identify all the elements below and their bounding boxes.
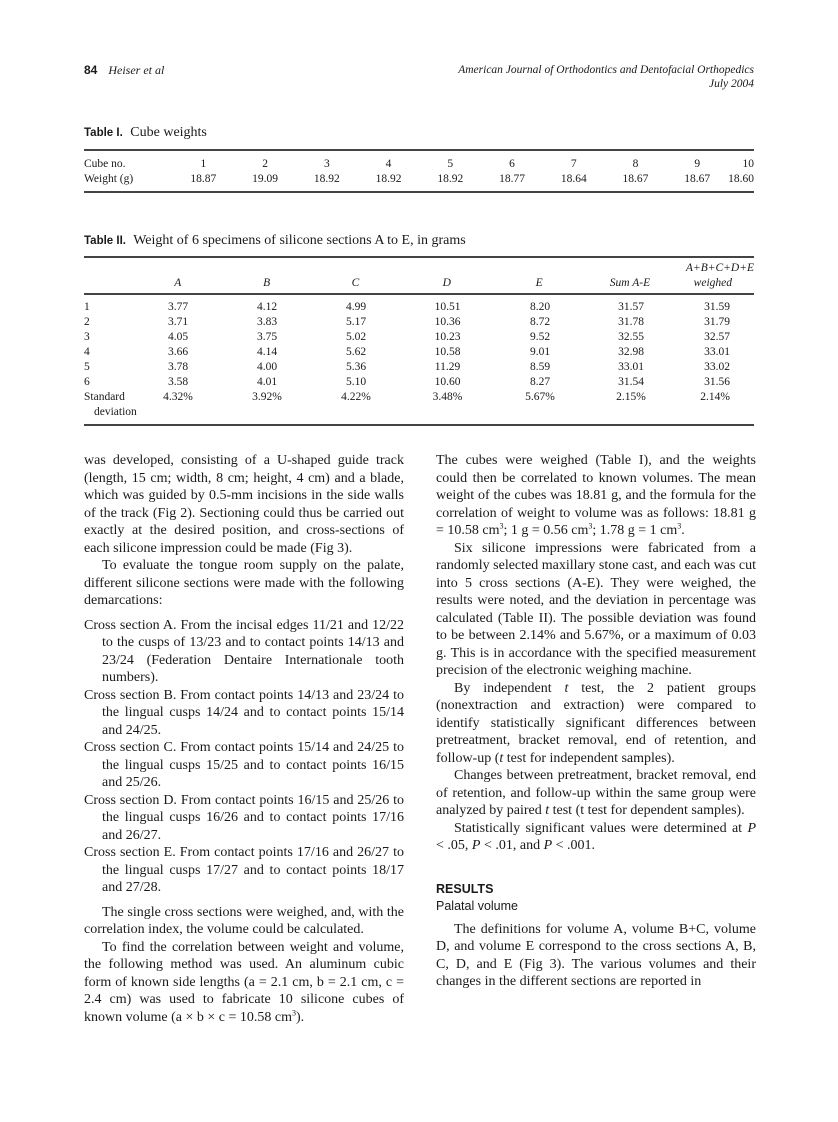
table-cell: 10.60 (434, 376, 461, 388)
table-cell: 32.55 (618, 331, 644, 343)
paragraph: was developed, consisting of a U-shaped guide track (length, 15 cm; width, 8 cm; height, 4 cm) and a blade, which was guided by 0.5-mm incisions in the side walls of the track (Fig 2). Sectioning could thus be carried out exactly at the desired position, and cross-sections of each silicone impression could be made (Fig 3). (84, 453, 404, 556)
running-header-left (84, 63, 164, 78)
table-cell: 10.36 (434, 316, 461, 328)
table-cell: 3.92% (252, 391, 282, 403)
table-row (84, 345, 754, 360)
italic-p: P (471, 838, 481, 853)
table-cell: 8.72 (529, 316, 551, 328)
text-span: ). (295, 1009, 305, 1025)
journal-name: American Journal of Orthodontics and Dentofacial Orthopedics (458, 64, 754, 76)
table-row (84, 300, 754, 315)
table2-body (84, 300, 754, 420)
table-cell: 9.01 (529, 346, 551, 358)
left-column (84, 452, 404, 1026)
text-span: < .01, and (480, 838, 544, 853)
subsection-heading: Palatal volume (436, 898, 518, 913)
cross-section-b: Cross section B. From contact points 14/13 and 23/24 to the lingual cusps 14/24 and to contact points 15/14 and 24/25. (84, 687, 404, 738)
table-cell: 3.48% (432, 391, 463, 403)
paragraph (436, 767, 756, 820)
table-cell: 31.59 (704, 301, 730, 313)
table2-header (84, 261, 754, 291)
superscript: 3 (677, 521, 682, 531)
page-number: 84 (84, 63, 98, 77)
table-cell: 9 (694, 158, 701, 170)
row-header-line: deviation (94, 406, 137, 418)
table-cell: 8.59 (529, 361, 551, 373)
column-header: D (442, 277, 451, 289)
table-cell: 9.52 (529, 331, 551, 343)
table2-label: Table II. (84, 235, 126, 247)
table-cell: 18.92 (437, 173, 464, 185)
table-cell: 33.02 (704, 361, 730, 373)
column-header-last (686, 261, 754, 291)
table-row (84, 315, 754, 330)
text-span: . (681, 523, 685, 538)
table-cell: 33.01 (618, 361, 644, 373)
table2-bottom-rule (84, 424, 754, 426)
table-cell: 18.64 (560, 173, 587, 185)
table2-header-rule (84, 293, 754, 295)
table-cell: 5 (447, 158, 454, 170)
table-cell: 4.05 (167, 331, 189, 343)
journal-issue: July 2004 (708, 78, 754, 90)
table-cell: 3.75 (256, 331, 278, 343)
text-span: The cubes were weighed (Table I), and the weights could then be correlated to known volumes. The mean weight of the cubes was 18.81 g, and the formula for the correlation of weight to volume was as follows: 18.81 g = 10.58 cm (436, 453, 756, 538)
table-cell: 18.67 (622, 173, 649, 185)
row-header: 4 (84, 346, 90, 358)
table-cell: 3.77 (167, 301, 189, 313)
table-cell: 8.27 (529, 376, 551, 388)
table-cell: 31.56 (704, 376, 730, 388)
paragraph (436, 680, 756, 768)
table-row (84, 375, 754, 390)
column-header: A (174, 277, 182, 289)
column-header: B (263, 277, 271, 289)
italic-p: P (543, 838, 553, 853)
table-cell: 19.09 (252, 173, 279, 185)
table-cell: 4.14 (256, 346, 278, 358)
table1-title: Cube weights (130, 125, 207, 140)
table1 (84, 157, 754, 187)
italic-t: t (564, 680, 569, 696)
row-header: Weight (g) (84, 173, 134, 185)
table-cell: 5.67% (525, 391, 555, 403)
column-header-line: A+B+C+D+E (685, 262, 754, 274)
table-cell: 10 (742, 158, 754, 170)
table-row (84, 330, 754, 345)
table-cell: 10.58 (434, 346, 461, 358)
table1-top-rule (84, 149, 754, 151)
table-cell: 31.57 (618, 301, 644, 313)
paragraph: The definitions for volume A, volume B+C, volume D, and volume E correspond to the cross sections A, B, C, D, and E (Fig 3). The various volumes and their changes in the different sections are reported in (436, 921, 756, 989)
table-cell: 10.51 (434, 301, 461, 313)
table-cell: 18.60 (728, 173, 754, 185)
text-span: By independent (454, 680, 565, 696)
table-cell: 3.83 (256, 316, 278, 328)
table1-label: Table I. (84, 127, 123, 139)
italic-t: t (545, 803, 550, 818)
table-cell: 6 (509, 158, 515, 170)
table-cell: 5.02 (345, 331, 367, 343)
row-header (84, 390, 144, 420)
table-cell: 7 (570, 158, 577, 170)
text-span: Statistically significant values were determined at (454, 820, 748, 836)
table-cell: 11.29 (434, 361, 461, 373)
table-cell: 5.17 (345, 316, 367, 328)
italic-p: P (747, 820, 756, 836)
text-span: Changes between pretreatment, bracket removal, end of retention, and follow-up within the same group were analyzed by paired (436, 768, 756, 818)
table-cell: 4.22% (341, 391, 371, 403)
table-cell: 2.14% (700, 391, 730, 403)
table-cell: 2 (262, 158, 268, 170)
column-header: E (535, 277, 543, 289)
table-cell: 4 (385, 158, 392, 170)
text-span: test, the 2 patient groups (nonextraction and extraction) were compared to identify statistically significant differences between pretreatment, bracket removal, end of retention, and follow-up ( (436, 680, 756, 766)
cross-section-a: Cross section A. From the incisal edges 11/21 and 12/22 to the cusps of 13/23 and to contact points 14/13 and 23/24 (Federation Dentaire Internationale tooth numbers). (84, 617, 404, 685)
cross-section-d: Cross section D. From contact points 16/15 and 25/26 to the lingual cusps 16/26 and to contact points 17/16 and 26/27. (84, 792, 404, 843)
table-row (84, 157, 754, 172)
row-header: 5 (84, 361, 90, 373)
text-span: To find the correlation between weight and volume, the following method was used. An aluminum cubic form of known side lengths (a = 2.1 cm, b = 2.1 cm, c = 2.4 cm) was used to fabricate 10 silicone cubes of known volume (a × b × c = 10.58 cm (84, 939, 404, 1025)
text-span: test (t test for dependent samples). (549, 803, 745, 818)
table-cell: 31.78 (618, 316, 644, 328)
column-header-line: weighed (693, 277, 732, 289)
table2-top-rule (84, 256, 754, 258)
table-cell: 10.23 (434, 331, 461, 343)
table-cell: 18.67 (684, 173, 711, 185)
table-cell: 33.01 (704, 346, 730, 358)
cross-section-c: Cross section C. From contact points 15/14 and 24/25 to the lingual cusps 15/25 and to contact points 16/15 and 25/26. (84, 740, 404, 790)
right-column (436, 452, 756, 991)
table-cell: 4.00 (256, 361, 278, 373)
row-header: 1 (84, 301, 90, 313)
superscript: 3 (291, 1007, 296, 1017)
table-cell: 18.92 (313, 173, 340, 185)
running-header-right (458, 63, 754, 91)
table-cell: 8.20 (529, 301, 551, 313)
row-header: 3 (84, 331, 90, 343)
paragraph (84, 939, 404, 1027)
table-cell: 5.62 (345, 346, 367, 358)
paragraph: Six silicone impressions were fabricated from a randomly selected maxillary stone cast, and each was cut into 5 cross sections (A-E). They were weighed, the results were noted, and the deviation in percentage was calculated (Table II). The possible deviation was found to be between 2.14% and 5.67%, or a maximum of 0.03 g. This is in accordance with the specified measurement precision of the electronic weighing machine. (436, 540, 756, 678)
table-cell: 32.57 (704, 331, 730, 343)
table-cell: 3 (323, 158, 330, 170)
table-cell: 18.77 (499, 173, 525, 185)
table-cell: 3.66 (167, 346, 189, 358)
row-header: 6 (84, 376, 90, 388)
table-cell: 18.87 (190, 173, 217, 185)
column-header: Sum A-E (609, 277, 651, 289)
cross-section-e: Cross section E. From contact points 17/16 and 26/27 to the lingual cusps 17/27 and to contact points 18/17 and 27/28. (84, 845, 404, 895)
paragraph: To evaluate the tongue room supply on the palate, different silicone sections were made with the following demarcations: (84, 558, 404, 608)
table-row-sd (84, 390, 754, 420)
superscript: 3 (499, 521, 504, 531)
paragraph (436, 452, 756, 540)
table-cell: 18.92 (375, 173, 402, 185)
row-header: 2 (84, 316, 90, 328)
table-cell: 5.36 (345, 361, 367, 373)
table-cell: 4.99 (345, 301, 367, 313)
table-cell: 3.71 (167, 316, 189, 328)
paragraph: The single cross sections were weighed, and, with the correlation index, the volume could be calculated. (84, 904, 404, 937)
table1-caption (84, 125, 207, 141)
table-cell: 8 (632, 158, 639, 170)
table-cell: 4.01 (256, 376, 278, 388)
table-row (84, 360, 754, 375)
table-cell: 32.98 (618, 346, 644, 358)
table-row (84, 172, 754, 187)
paragraph (436, 820, 756, 855)
table-cell: 1 (200, 158, 207, 170)
superscript: 3 (588, 521, 593, 531)
table-cell: 3.58 (167, 376, 189, 388)
table2-caption (84, 233, 466, 249)
italic-t: t (499, 750, 504, 766)
table1-bottom-rule (84, 191, 754, 193)
table-cell: 3.78 (167, 361, 189, 373)
row-header-line: Standard (84, 391, 125, 403)
table-cell: 2.15% (616, 391, 646, 403)
text-span: < .001. (552, 838, 596, 853)
text-span: < .05, (436, 838, 472, 853)
text-span: test for independent samples). (503, 750, 675, 766)
table-header-row (84, 261, 754, 291)
table-cell: 31.79 (704, 316, 730, 328)
column-header: C (351, 277, 360, 289)
text-span: ; 1 g = 0.56 cm (503, 523, 589, 538)
text-span: ; 1.78 g = 1 cm (592, 523, 678, 538)
row-header: Cube no. (84, 158, 126, 170)
table-cell: 31.54 (618, 376, 644, 388)
table-cell: 4.32% (163, 391, 193, 403)
table-cell: 5.10 (345, 376, 367, 388)
running-authors: Heiser et al (108, 63, 165, 77)
section-heading: RESULTS (436, 881, 494, 896)
table2-title: Weight of 6 specimens of silicone sections A to E, in grams (133, 233, 466, 248)
table-cell: 4.12 (256, 301, 278, 313)
